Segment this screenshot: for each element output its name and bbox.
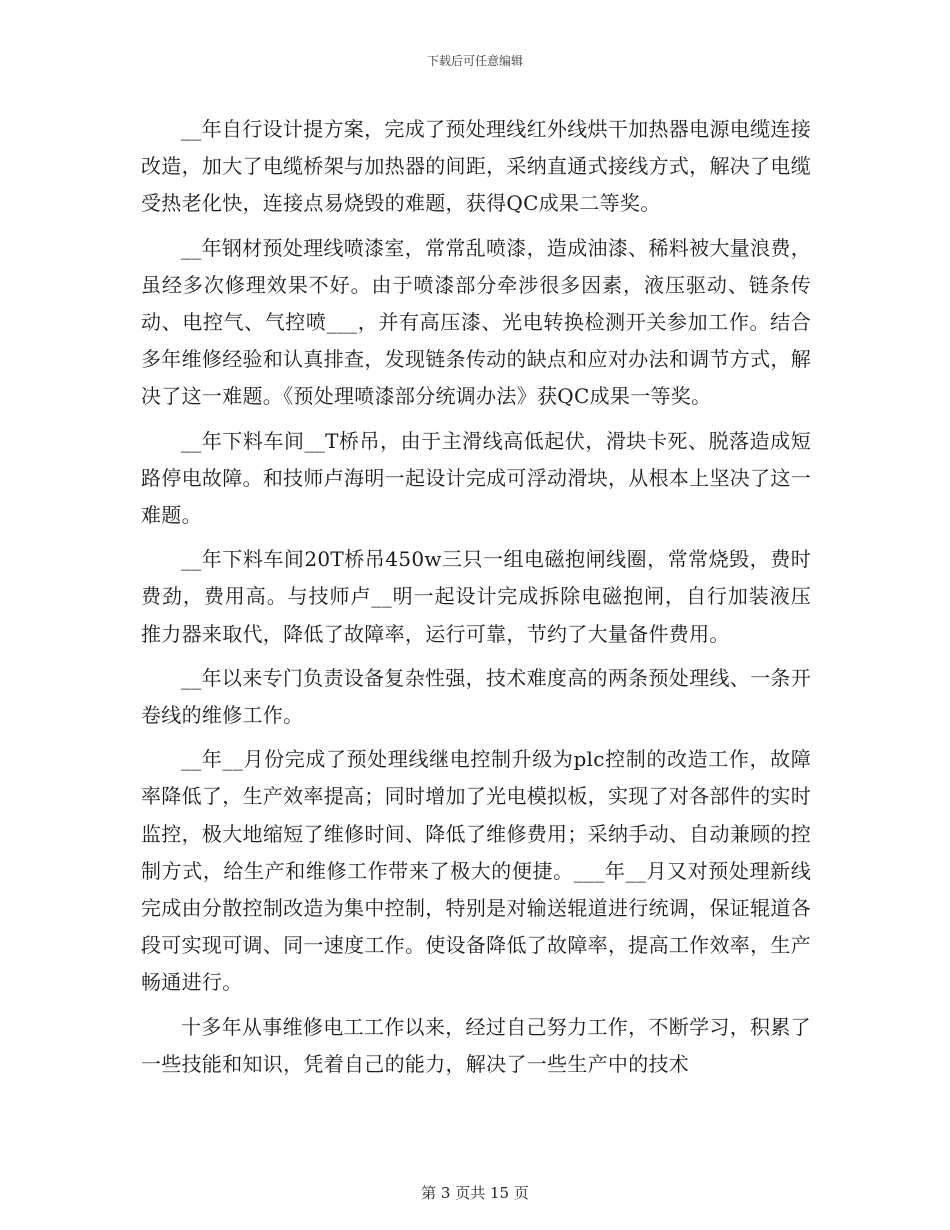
paragraph-5: __年以来专门负责设备复杂性强，技术难度高的两条预处理线、一条开卷线的维修工作。: [141, 665, 811, 728]
page-footer: 第 3 页共 15 页: [421, 1184, 529, 1202]
paragraph-7: 十多年从事维修电工工作以来，经过自己努力工作，不断学习，积累了一些技能和知识，凭着自己的能力，解决了一些生产中的技术: [141, 1014, 811, 1076]
paragraph-1: __年自行设计提方案，完成了预处理线红外线烘干加热器电源电缆连接改造，加大了电缆桥架与加热器的间距，采纳直通式接线方式，解决了电缆受热老化快，连接点易烧毁的难题，获得QC成果二等奖。: [141, 117, 811, 216]
paragraph-4: __年下料车间20T桥吊450w三只一组电磁抱闸线圈，常常烧毁，费时费劲，费用高。与技师卢__明一起设计完成拆除电磁抱闸，自行加装液压推力器来取代，降低了故障率，运行可靠，节约了大量备件费用。: [141, 547, 811, 646]
paragraph-3: __年下料车间__T桥吊，由于主滑线高低起伏，滑块卡死、脱落造成短路停电故障。和技师卢海明一起设计完成可浮动滑块，从根本上坚决了这一难题。: [141, 428, 811, 528]
paragraph-2: __年钢材预处理线喷漆室，常常乱喷漆，造成油漆、稀料被大量浪费，虽经多次修理效果不好。由于喷漆部分牵涉很多因素，液压驱动、链条传动、电控气、气控喷___，并有高压漆、光电转换检测开关参加工作。结合多年维修经验和认真排查，发现链条传动的缺点和应对办法和调节方式，解决了这一难题。《预处理喷漆部分统调办法》获QC成果一等奖。: [141, 235, 811, 409]
page-header: 下载后可任意编辑: [426, 54, 523, 68]
paragraph-6: __年__月份完成了预处理线继电控制升级为plc控制的改造工作，故障率降低了，生产效率提高；同时增加了光电模拟板，实现了对各部件的实时监控，极大地缩短了维修时间、降低了维修费用；采纳手动、自动兼顾的控制方式，给生产和维修工作带来了极大的便捷。___年__月又对预处理新线完成由分散控制改造为集中控制，特别是对输送辊道进行统调，保证辊道各段可实现可调、同一速度工作。使设备降低了故障率，提高工作效率，生产畅通进行。: [141, 747, 811, 995]
document-body: [141, 111, 811, 1090]
